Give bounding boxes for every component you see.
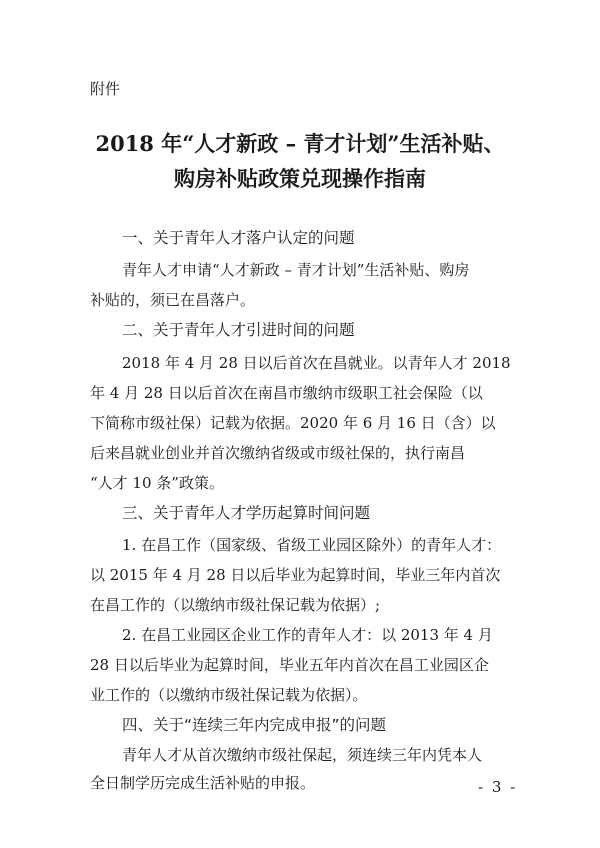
body-line: 以 2015 年 4 月 28 日以后毕业为起算时间，毕业三年内首次 [90,566,501,584]
section-heading-3: 三、关于青年人才学历起算时间问题 [122,504,371,522]
body-line: 青年人才从首次缴纳市级社保起，须连续三年内凭本人 [122,746,483,764]
body-line: 2. 在昌工业园区企业工作的青年人才：以 2013 年 4 月 [122,626,493,644]
body-line: 2018 年 4 月 28 日以后首次在昌就业。以青年人才 2018 [122,354,511,372]
body-line: 补贴的，须已在昌落户。 [90,291,256,309]
body-line: “人才 10 条”政策。 [90,474,224,492]
section-heading-1: 一、关于青年人才落户认定的问题 [122,229,355,247]
section-heading-2: 二、关于青年人才引进时间的问题 [122,321,355,339]
document-title-line-1: 2018 年“人才新政 – 青才计划”生活补贴、 [95,131,505,156]
body-line: 下简称市级社保）记载为依据。2020 年 6 月 16 日（含）以 [90,414,496,432]
body-line: 年 4 月 28 日以后首次在南昌市缴纳市级职工社会保险（以 [90,384,483,402]
attachment-label: 附件 [90,80,121,98]
page-number: - 3 - [478,778,518,796]
body-line: 1. 在昌工作（国家级、省级工业园区除外）的青年人才： [122,536,502,554]
body-line: 后来昌就业创业并首次缴纳省级或市级社保的，执行南昌 [90,444,466,462]
section-heading-4: 四、关于“连续三年内完成申报”的问题 [122,716,387,734]
document-title-line-2: 购房补贴政策兑现操作指南 [174,166,426,191]
body-line: 青年人才申请“人才新政 – 青才计划”生活补贴、购房 [122,261,470,279]
body-line: 业工作的（以缴纳市级社保记载为依据）。 [90,686,368,704]
body-line: 全日制学历完成生活补贴的申报。 [90,774,316,792]
body-line: 28 日以后毕业为起算时间，毕业五年内首次在昌工业园区企 [90,656,489,674]
body-line: 在昌工作的（以缴纳市级社保记载为依据）; [90,596,381,614]
